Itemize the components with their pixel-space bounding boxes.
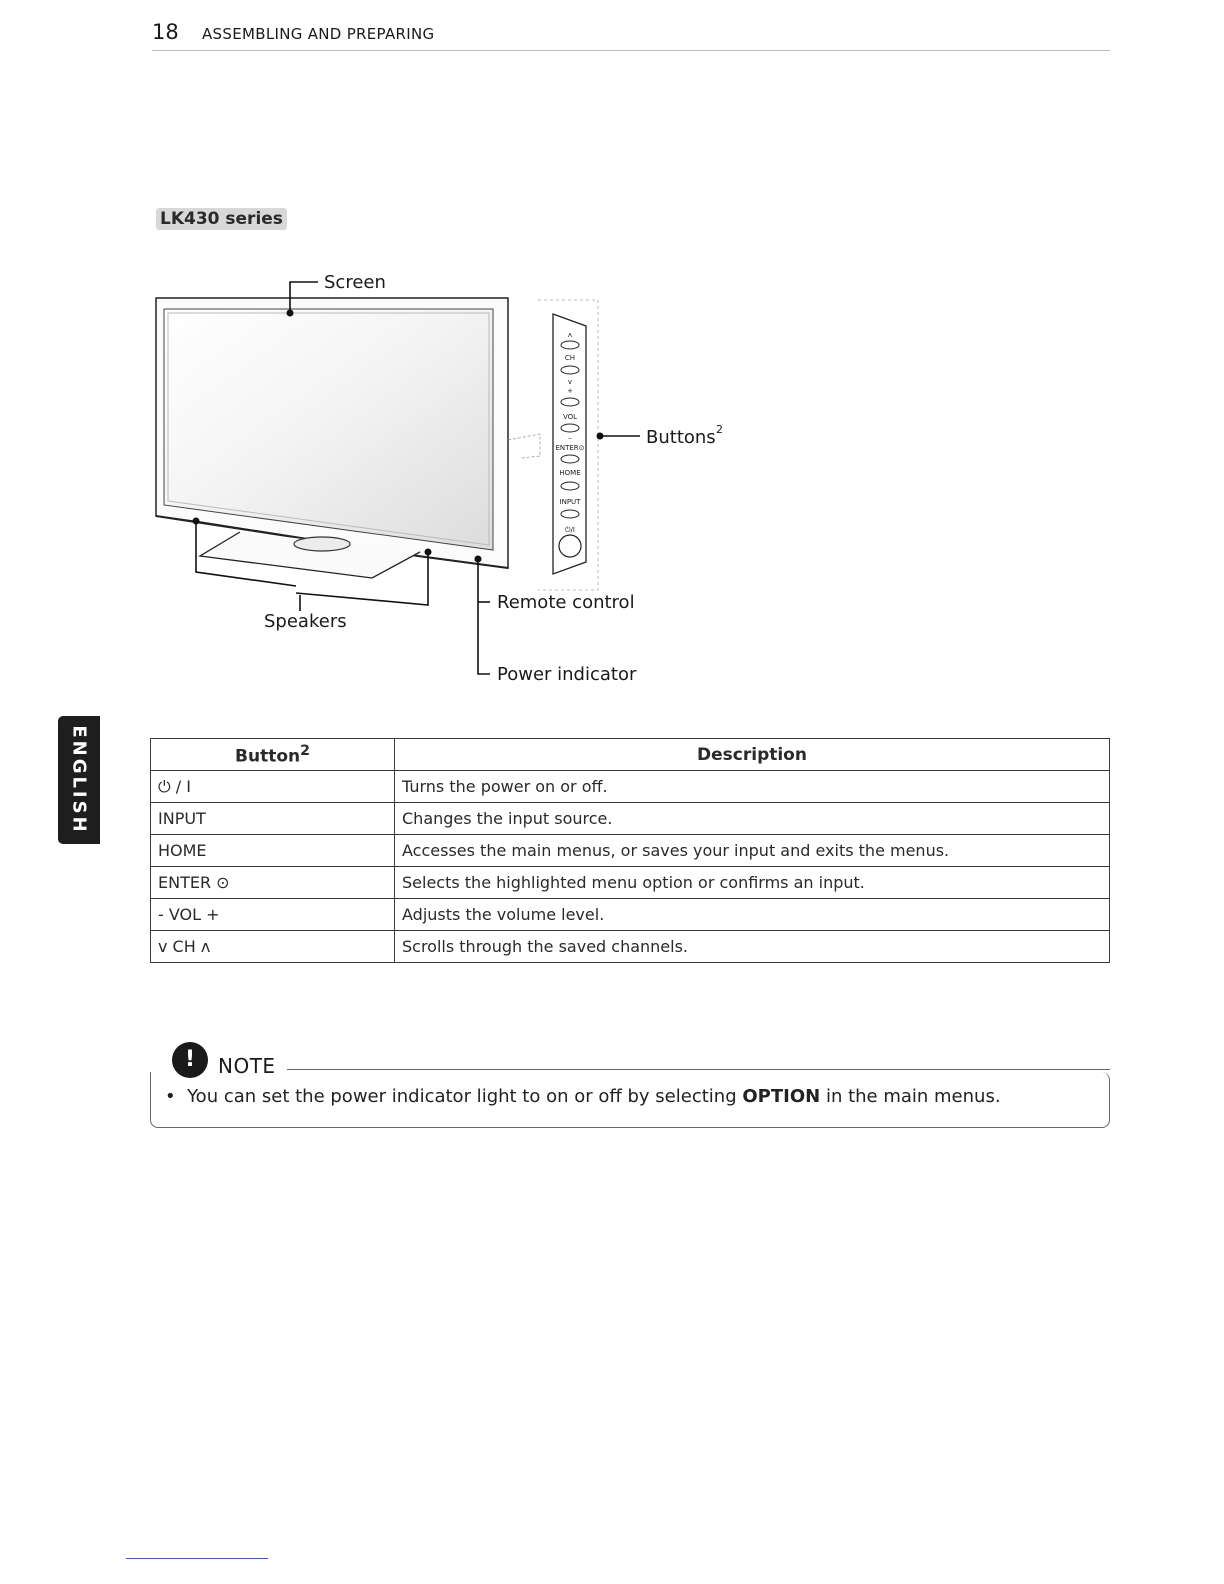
- panel-label-up: ʌ: [567, 331, 573, 339]
- panel-label-ch: CH: [564, 354, 576, 362]
- panel-label-down: v: [567, 378, 573, 386]
- description-cell: Adjusts the volume level.: [395, 899, 1110, 931]
- exclamation-icon: !: [172, 1042, 208, 1078]
- callout-buttons: Buttons: [646, 427, 716, 448]
- table-row: [151, 867, 1110, 899]
- description-cell: Accesses the main menus, or saves your input and exits the menus.: [395, 835, 1110, 867]
- section-title: ASSEMBLING AND PREPARING: [202, 25, 435, 43]
- button-description-table: [150, 738, 1110, 963]
- panel-label-enter: ENTER⊙: [555, 444, 585, 452]
- panel-label-minus: –: [568, 434, 572, 442]
- note-text-before: You can set the power indicator light to on or off by selecting: [187, 1086, 737, 1107]
- callout-speakers: Speakers: [264, 611, 347, 632]
- note-title: NOTE: [218, 1054, 276, 1078]
- series-label: LK430 series: [156, 208, 287, 230]
- description-cell: Changes the input source.: [395, 803, 1110, 835]
- description-cell: Scrolls through the saved channels.: [395, 931, 1110, 963]
- note-text-after: in the main menus.: [825, 1086, 1001, 1107]
- table-row: [151, 835, 1110, 867]
- note-divider: [287, 1069, 1110, 1070]
- table-row: [151, 931, 1110, 963]
- tv-illustration: [156, 298, 540, 578]
- button-cell: ⏻ / I: [151, 771, 395, 803]
- note-text: [165, 1086, 1001, 1107]
- table-row: [151, 803, 1110, 835]
- callout-power-indicator: Power indicator: [497, 664, 637, 685]
- callout-buttons-superscript: 2: [716, 423, 723, 436]
- callout-screen: Screen: [324, 272, 386, 293]
- footer-rule: [126, 1558, 268, 1559]
- page-number: 18: [152, 20, 179, 44]
- table-header-row: [151, 739, 1110, 771]
- table-row: [151, 899, 1110, 931]
- tv-diagram: [0, 0, 1224, 720]
- table-row: [151, 771, 1110, 803]
- panel-label-home: HOME: [559, 469, 581, 477]
- header-button-superscript: 2: [300, 742, 310, 759]
- header-description: Description: [395, 739, 1110, 771]
- note-emphasis: OPTION: [742, 1086, 821, 1107]
- header-button-label: Button: [235, 746, 301, 767]
- panel-label-power: ⏻/I: [565, 526, 575, 534]
- button-cell: - VOL +: [151, 899, 395, 931]
- callout-remote-control: Remote control: [497, 592, 635, 613]
- button-cell: v CH ʌ: [151, 931, 395, 963]
- side-button-panel: [538, 300, 598, 590]
- button-cell: INPUT: [151, 803, 395, 835]
- note-bullet: •: [165, 1086, 176, 1107]
- description-cell: Selects the highlighted menu option or confirms an input.: [395, 867, 1110, 899]
- note-header: [150, 1042, 1112, 1082]
- button-cell: ENTER ⊙: [151, 867, 395, 899]
- language-tab-label: ENGLISH: [68, 725, 90, 835]
- header-button: [151, 739, 395, 771]
- panel-label-vol: VOL: [562, 413, 578, 421]
- description-cell: Turns the power on or off.: [395, 771, 1110, 803]
- panel-label-input: INPUT: [559, 498, 581, 506]
- panel-label-plus: +: [567, 387, 573, 395]
- language-tab: [58, 716, 100, 844]
- button-cell: HOME: [151, 835, 395, 867]
